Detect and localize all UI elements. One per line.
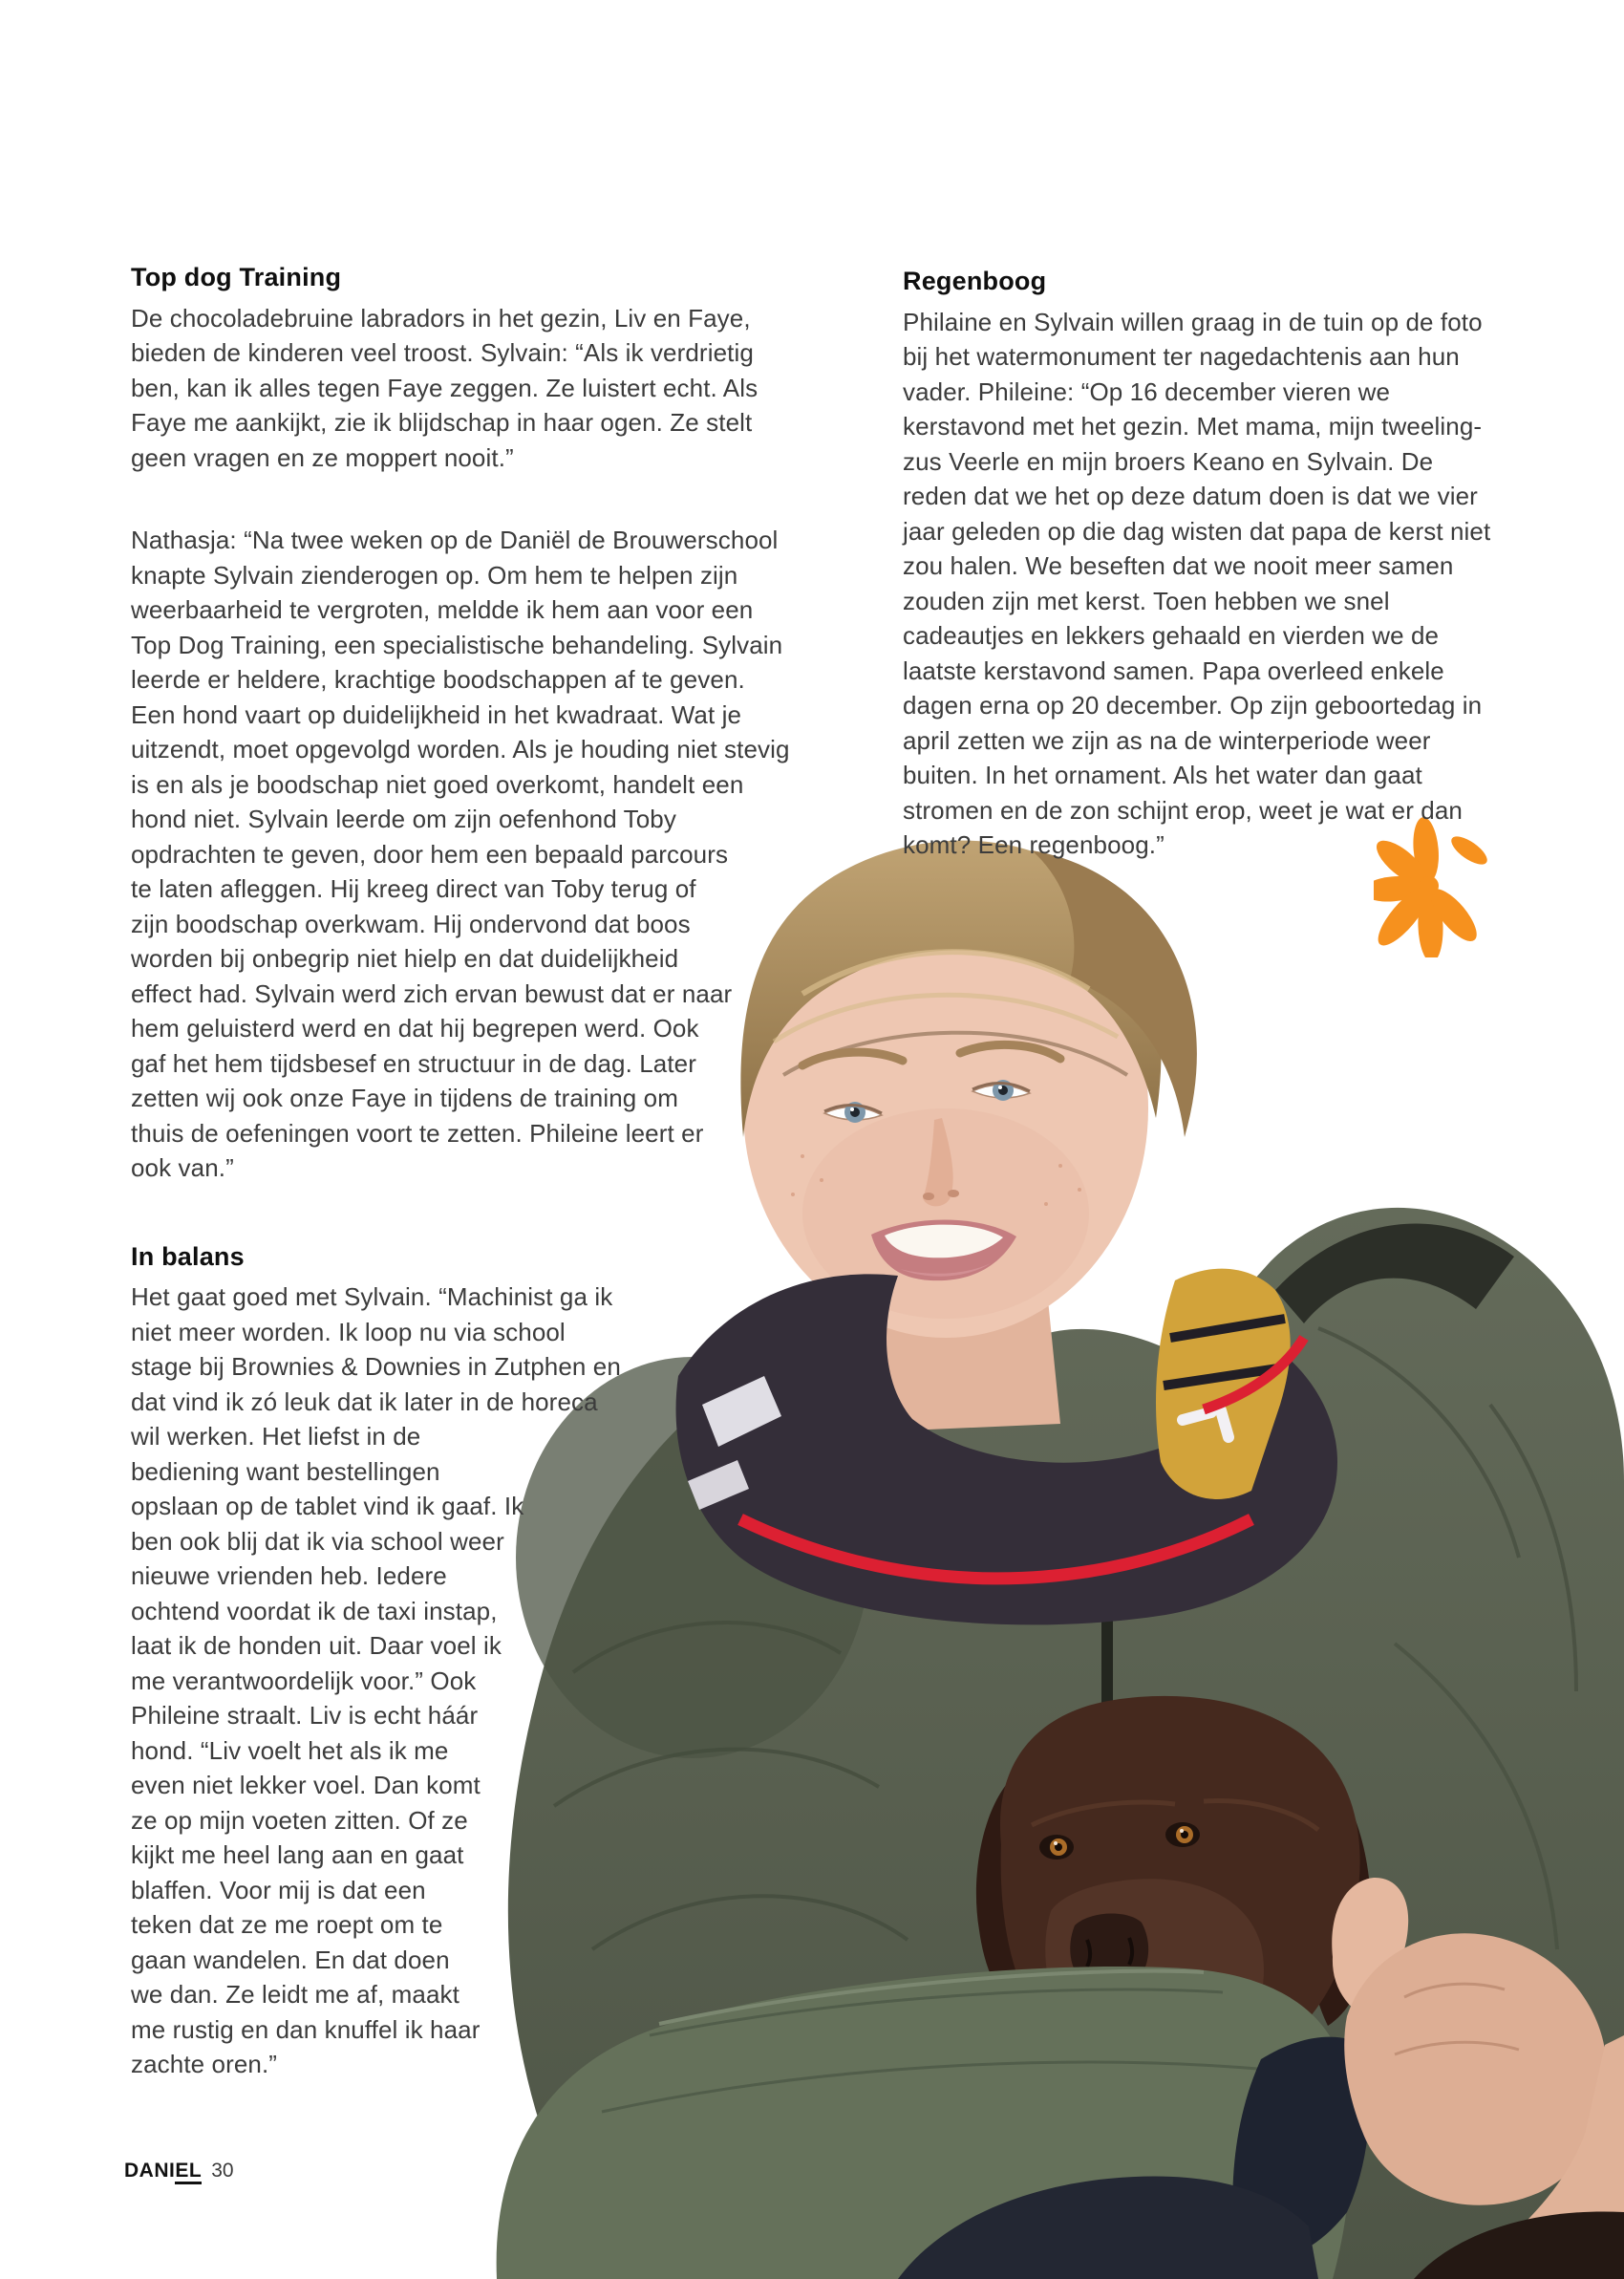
article-column-left [131, 260, 792, 2082]
paragraph-nathasja: Nathasja: “Na twee weken op de Daniël de Brouwerschool knapte Sylvain zienderogen op. Om hem te helpen zijn weerbaarheid te vergroten, meldde ik hem aan voor een Top Dog Training, een specialistische behandeling. Sylvain leerde er heldere, krachtige boodschappen af te geven. Een hond vaart op duidelijkheid in het kwadraat. Wat je uitzendt, moet opgevolgd worden. Als je houding niet stevig is en als je boodschap niet goed overkomt, handelt een hond niet. Sylvain leerde om zijn oefenhond Toby opdrachten te geven, door hem een bepaald parcours te laten afleggen. Hij kreeg direct van Toby terug of zijn boodschap overkwam. Hij ondervond dat boos worden bij onbegrip niet hielp en dat duidelijkheid effect had. Sylvain werd zich ervan bewust dat er naar hem geluisterd werd en dat hij begrepen werd. Ook gaf het hem tijdsbesef en structuur in de dag. Later zetten wij ook onze Faye in tijdens de training om thuis de oefeningen voort te zetten. Phileine leert er ook van.” [131, 526, 790, 1182]
page-number: 30 [211, 2160, 234, 2182]
photo-wrap-spacer [630, 1340, 792, 1445]
article-column-right [903, 264, 1497, 863]
paragraph-regenboog: Philaine en Sylvain willen graag in de tuin op de foto bij het watermonument ter nagedachtenis aan hun vader. Phileine: “Op 16 december vieren we kerstavond met het gezin. Met mama, mijn tweeling-zus Veerle en mijn broers Keano en Sylvain. De reden dat we het op deze datum doen is dat we vier jaar geleden op die dag wisten dat papa de kerst niet zou halen. We beseften dat we nooit meer samen zouden zijn met kerst. Toen hebben we snel cadeautjes en lekkers gehaald en vierden we de laatste kerstavond samen. Papa overleed enkele dagen erna op 20 december. Op zijn geboortedag in april zetten we zijn as na de winterperiode weer buiten. In het ornament. Als het water dan gaat stromen en de zon schijnt erop, weet je wat er dan komt? Een regenboog.” [903, 307, 1491, 859]
section-heading-top-dog-training: Top dog Training [131, 263, 342, 291]
photo-wrap-spacer [524, 1445, 792, 1665]
page-footer [124, 2160, 234, 2182]
section-heading-regenboog: Regenboog [903, 267, 1047, 295]
dog-right-eye [1165, 1822, 1200, 1847]
boy-face [740, 841, 1197, 1338]
photo-wrap-spacer [484, 1665, 792, 2047]
photo-wrap-spacer [735, 852, 792, 1215]
paragraph-in-balans: Het gaat goed met Sylvain. “Machinist ga ik niet meer worden. Ik loop nu via school stage bij Brownies & Downies in Zutphen en dat vind ik zó leuk dat ik later in de horeca wil werken. Het liefst in de bediening want bestellingen opslaan op de tablet vind ik gaaf. Ik ben ook blij dat ik via school weer nieuwe vrienden heb. Iedere ochtend voordat ik de taxi instap, laat ik de honden uit. Daar voel ik me verantwoordelijk voor.” Ook Phileine straalt. Liv is echt háár hond. “Liv voelt het als ik me even niet lekker voel. Dan komt ze op mijn voeten zitten. Of ze kijkt me heel lang aan en gaat blaffen. Voor mij is dat een teken dat ze me roept om te gaan wandelen. En dat doen we dan. Ze leidt me af, maakt me rustig en dan knuffel ik haar zachte oren.” [131, 1282, 621, 2078]
photo-wrap-spacer [790, 260, 792, 852]
magazine-brand: DANI [124, 2160, 176, 2182]
paragraph-labradors: De chocoladebruine labradors in het gezin, Liv en Faye, bieden de kinderen veel troost. Sylvain: “Als ik verdrietig ben, kan ik alles tegen Faye zeggen. Ze luistert echt. Als Faye me aankijkt, zie ik blijdschap in haar ogen. Ze stelt geen vragen en ze moppert nooit.” [131, 303, 759, 472]
photo-wrap-spacer [790, 1215, 792, 1340]
dog-left-eye [1039, 1835, 1074, 1860]
section-heading-in-balans: In balans [131, 1241, 245, 1271]
magazine-brand-underlined: EL [175, 2160, 202, 2184]
